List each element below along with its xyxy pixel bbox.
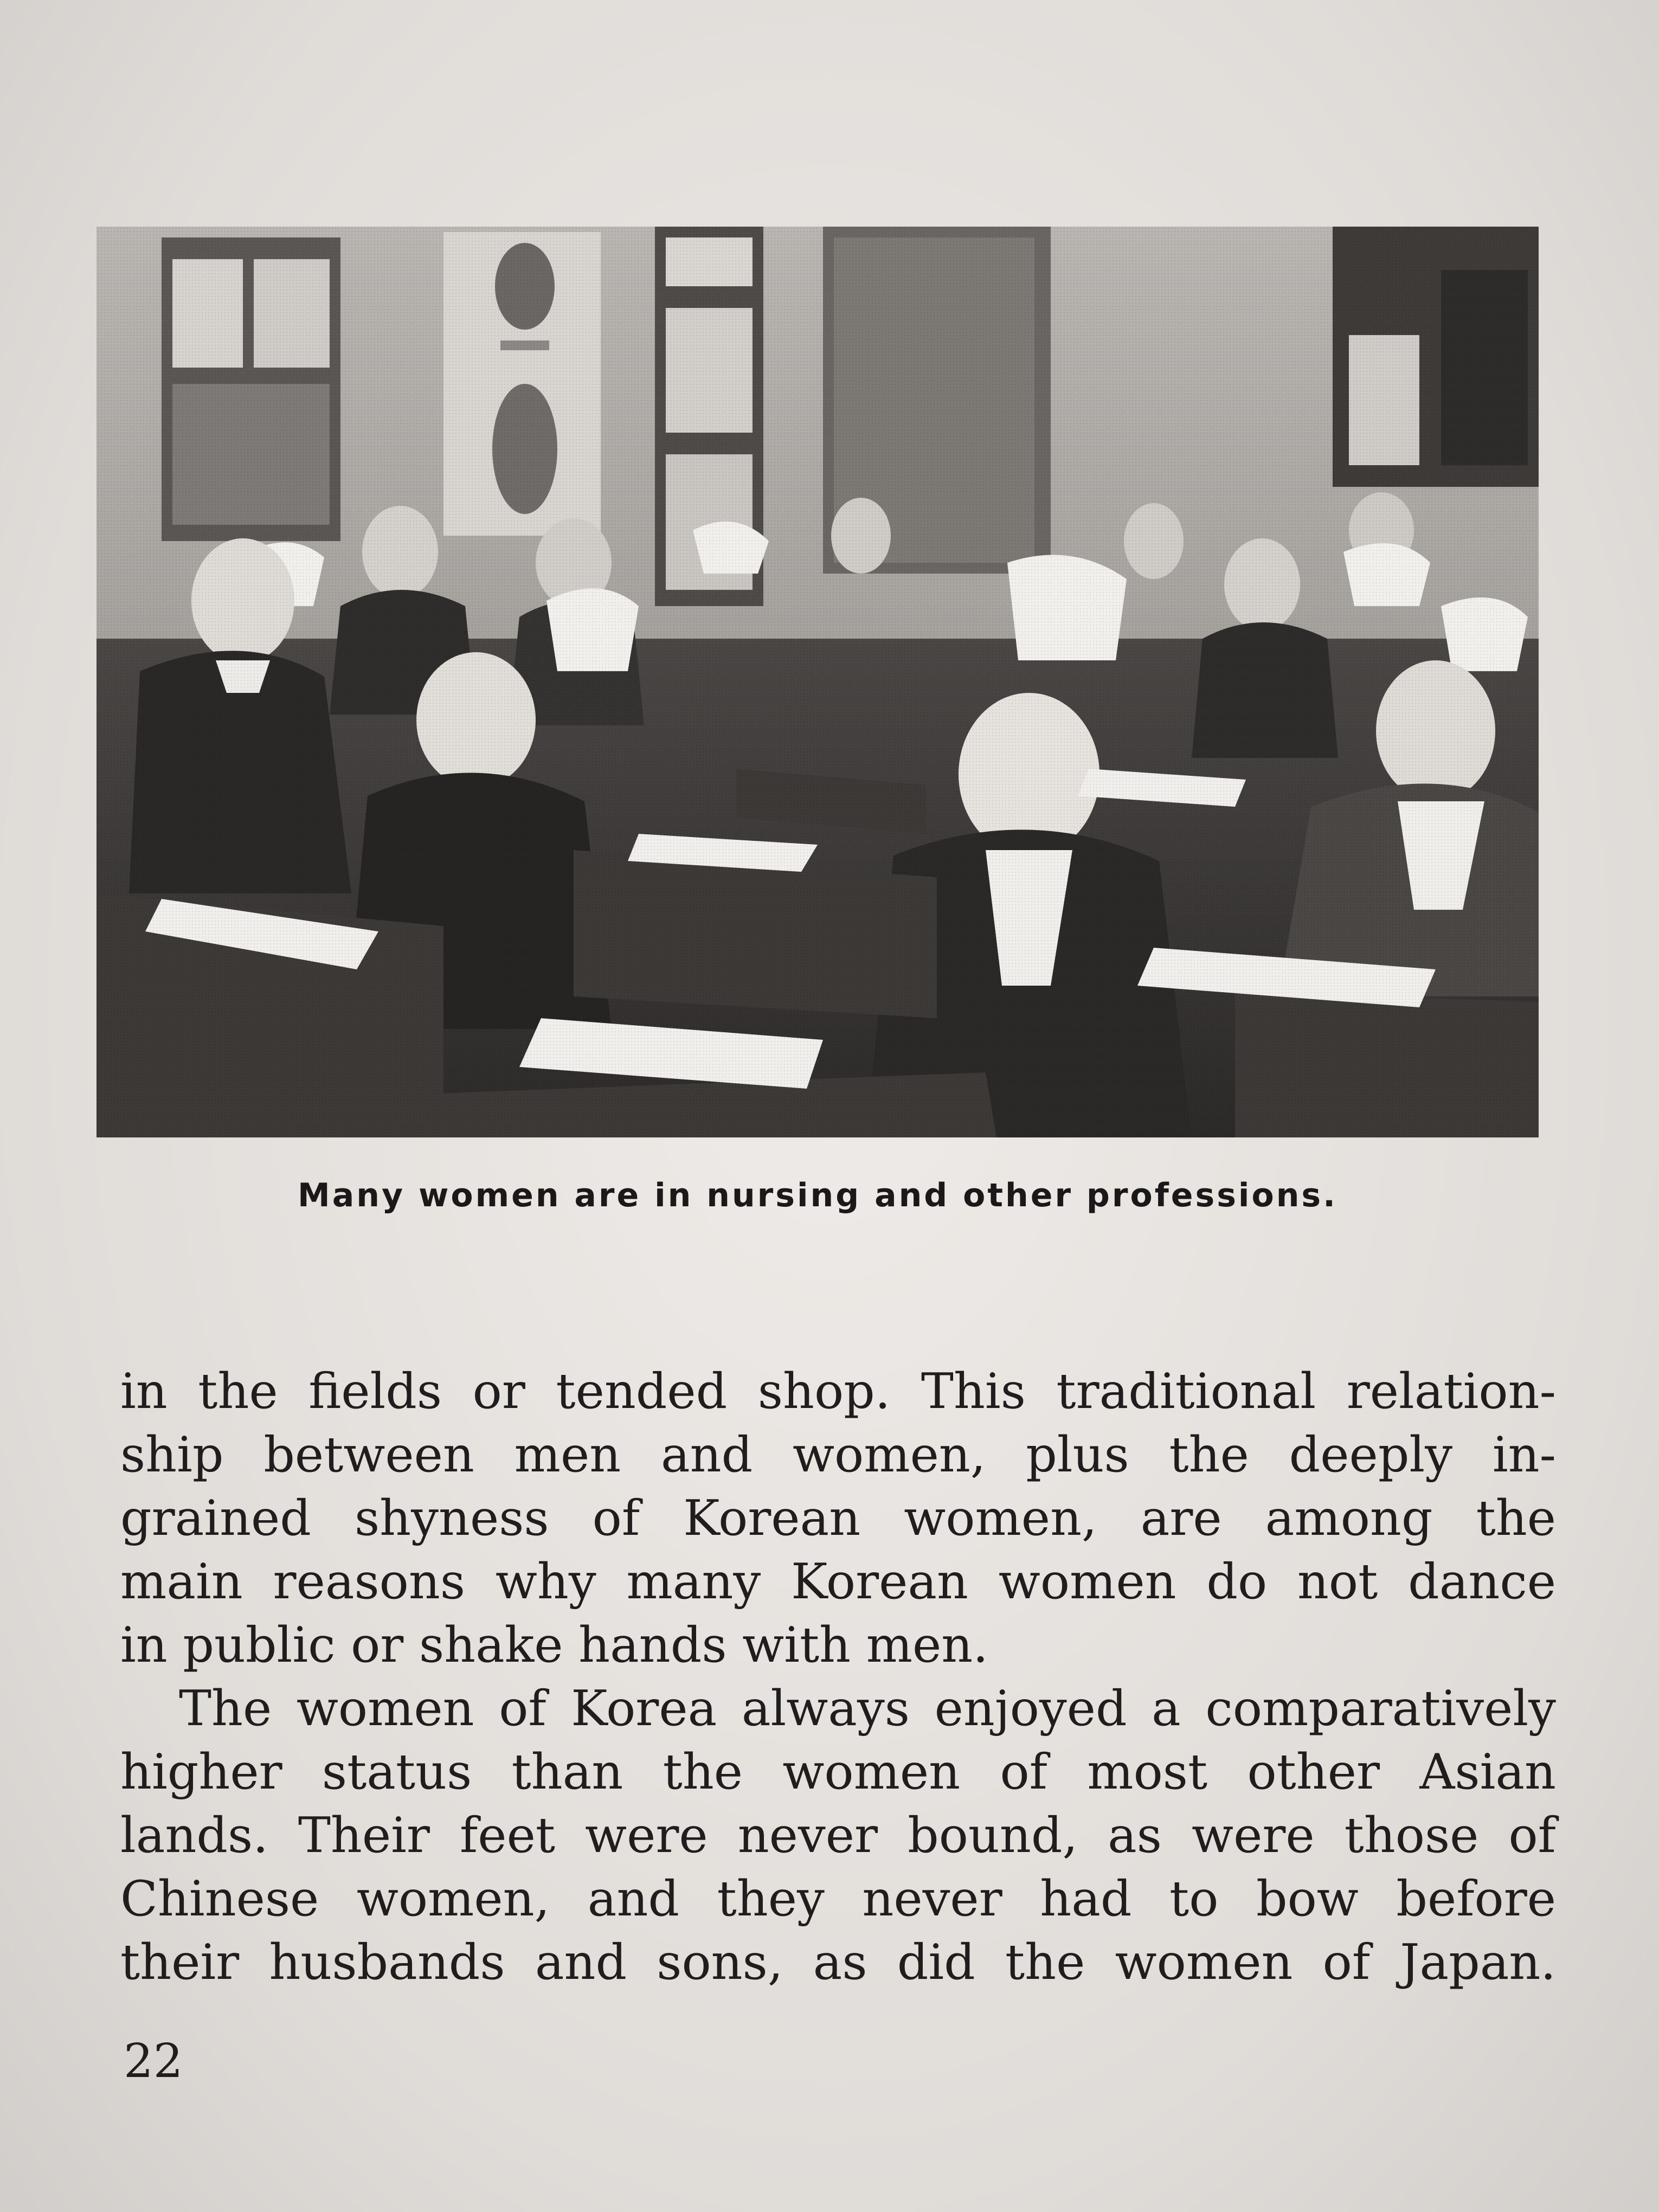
text-line: higher status than the women of most other Asian — [120, 1744, 1556, 1801]
classroom-photo-illustration — [97, 227, 1539, 1137]
paragraph-2 — [120, 1677, 1556, 1994]
text-line: grained shyness of Korean women, are among the — [120, 1490, 1556, 1547]
body-text — [120, 1360, 1556, 1994]
text-line: The women of Korea always enjoyed a comparatively — [179, 1680, 1556, 1737]
classroom-photo — [97, 227, 1539, 1137]
text-line: Chinese women, and they never had to bow before — [120, 1870, 1556, 1927]
paragraph-1 — [120, 1360, 1556, 1677]
page-number: 22 — [124, 2034, 183, 2088]
text-line: ship between men and women, plus the deeply in- — [120, 1426, 1556, 1483]
text-line: their husbands and sons, as did the women of Japan. — [120, 1934, 1556, 1991]
figure-caption: Many women are in nursing and other professions. — [298, 1176, 1338, 1214]
text-line: lands. Their feet were never bound, as were those of — [120, 1807, 1556, 1864]
text-line: in public or shake hands with men. — [120, 1617, 988, 1674]
text-line: in the fields or tended shop. This traditional relation- — [120, 1363, 1556, 1420]
text-line: main reasons why many Korean women do not dance — [120, 1553, 1556, 1610]
